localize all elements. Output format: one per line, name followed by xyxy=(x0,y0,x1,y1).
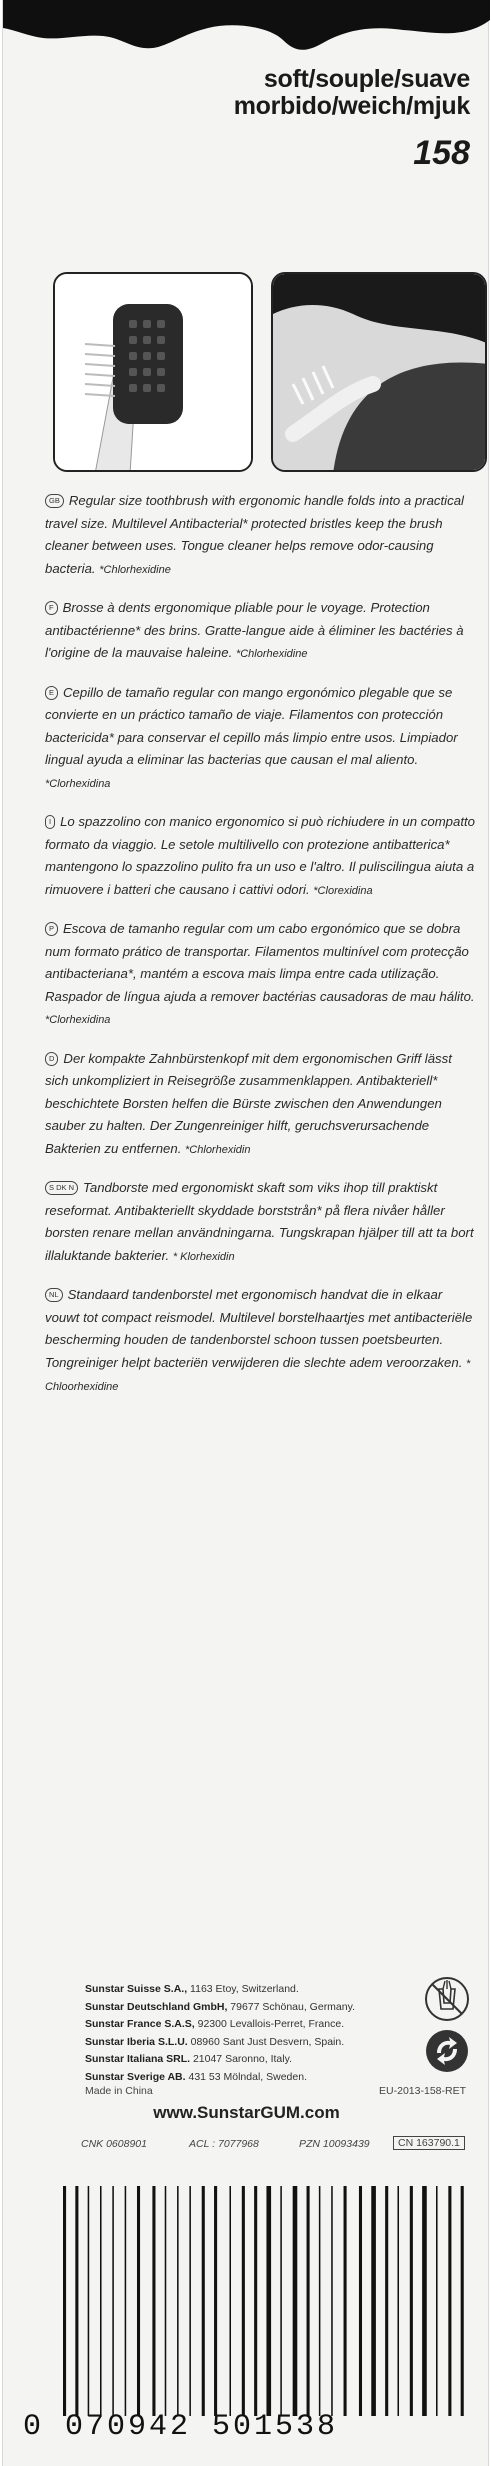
barcode-bar xyxy=(448,2186,451,2416)
barcode-bar xyxy=(397,2186,399,2416)
barcode-bar xyxy=(129,2186,134,2416)
barcode-bar xyxy=(266,2186,271,2416)
barcode-bar xyxy=(359,2186,362,2416)
barcode-bar xyxy=(441,2186,446,2416)
section-gb xyxy=(45,490,475,581)
section-text: Escova de tamanho regular com um cabo ergonómico que se dobra num formato prático de transportar. Filamentos multinível com protecção antibacteriana*, mantém a escova mais limpa entre cada utilização. Raspador de língua ajuda a remover bactérias causadoras de mau hálito. xyxy=(45,921,475,1004)
barcode-bar xyxy=(165,2186,167,2416)
barcode-bar xyxy=(100,2186,102,2416)
language-badge: P xyxy=(45,922,58,936)
section-s-dk-n xyxy=(45,1177,475,1268)
acl-code: ACL : 7077968 xyxy=(189,2138,259,2150)
barcode-bar xyxy=(189,2186,191,2416)
manufacturer-address: 431 53 Mölndal, Sweden. xyxy=(188,2070,307,2083)
toothbrush-head-icon xyxy=(53,272,253,472)
manufacturer-name: Sunstar Suisse S.A., xyxy=(85,1983,188,1995)
barcode-bar xyxy=(105,2186,110,2416)
made-in: Made in China xyxy=(85,2085,153,2097)
barcode xyxy=(53,2186,483,2434)
barcode-bar xyxy=(385,2186,388,2416)
barcode-bar xyxy=(371,2186,376,2416)
manufacturer-address: 08960 Sant Just Desvern, Spain. xyxy=(190,2035,345,2048)
manufacturer-row xyxy=(85,1999,415,2017)
section-text: Brosse à dents ergonomique pliable pour le voyage. Protection antibactérienne* des brins. Gratte-langue aide à éliminer les bactéries à l'origine de la mauvaise haleine. xyxy=(45,600,464,660)
barcode-bar xyxy=(410,2186,413,2416)
barcode-bar xyxy=(331,2186,333,2416)
barcode-bar xyxy=(260,2186,263,2416)
product-code: 158 xyxy=(413,134,470,172)
packaging-card xyxy=(2,0,489,2466)
barcode-bar xyxy=(169,2186,174,2416)
barcode-bar xyxy=(336,2186,341,2416)
manufacturer-address: 1163 Etoy, Switzerland. xyxy=(190,1983,299,1995)
barcode-bar xyxy=(112,2186,114,2416)
section-f xyxy=(45,597,475,666)
section-nl xyxy=(45,1284,475,1399)
barcode-bar xyxy=(63,2186,66,2416)
cnk-code: CNK 0608901 xyxy=(81,2138,147,2150)
bristle-firmness-line1: soft/souple/suave xyxy=(263,65,470,93)
website-url: www.SunstarGUM.com xyxy=(153,2103,340,2122)
barcode-bar xyxy=(379,2186,382,2416)
barcode-bar xyxy=(202,2186,205,2416)
cn-code: CN 163790.1 xyxy=(393,2136,465,2150)
manufacturer-name: Sunstar Deutschland GmbH, xyxy=(85,2000,228,2013)
barcode-bar xyxy=(365,2186,368,2416)
manufacturer-row xyxy=(85,1981,415,1999)
barcode-bar xyxy=(436,2186,438,2416)
manufacturer-address: 92300 Levallois-Perret, France. xyxy=(197,2018,345,2030)
language-badge: F xyxy=(45,601,58,615)
manufacturer-address: 21047 Saronno, Italy. xyxy=(192,2053,292,2065)
barcode-bar xyxy=(194,2186,199,2416)
barcode-bar xyxy=(81,2186,84,2416)
barcode-bar xyxy=(350,2186,356,2416)
tongue-cleaner-photo-icon xyxy=(271,272,487,472)
language-badge: E xyxy=(45,686,58,700)
header xyxy=(234,66,470,173)
manufacturer-name: Sunstar Italiana SRL. xyxy=(85,2053,191,2065)
barcode-bar xyxy=(461,2186,464,2416)
section-note: * Klorhexidin xyxy=(172,1250,235,1263)
barcode-bar xyxy=(402,2186,407,2416)
section-text: Standaard tandenborstel met ergonomisch handvat die in elkaar vouwt tot compact reismodel. Multilevel borstelhaartjes met antibacteriële bescherming houden de tandenborstel schoon tussen poetsbeurten. Tongreiniger helpt bacteriën verwijderen die slechte adem veroorzaken. xyxy=(45,1287,473,1370)
language-badge: GB xyxy=(45,494,64,508)
barcode-bar xyxy=(117,2186,122,2416)
recycle-arrows-icon xyxy=(423,2027,471,2075)
manufacturer-row xyxy=(85,2016,415,2034)
barcode-bar xyxy=(285,2186,290,2416)
section-note: *Chlorhexidine xyxy=(99,563,171,576)
multilingual-descriptions xyxy=(45,490,475,1415)
barcode-bar xyxy=(307,2186,310,2416)
manufacturer-row xyxy=(85,2034,415,2052)
barcode-bar xyxy=(254,2186,257,2416)
barcode-bar xyxy=(69,2186,72,2416)
section-e xyxy=(45,682,475,796)
section-note: *Chlorhexidin xyxy=(185,1143,251,1156)
section-text: Tandborste med ergonomiskt skaft som viks ihop till praktiskt reseformat. Antibakteriellt skyddade borststrån* på flera nivåer håller borsten renare mellan användningarna. Tungskrapan hjälper till att ta bort illaluktande bakterier. xyxy=(45,1180,474,1263)
barcode-bar xyxy=(467,2186,470,2416)
language-badge: D xyxy=(45,1052,58,1066)
manufacturer-row xyxy=(85,2069,415,2087)
barcode-bar xyxy=(92,2186,97,2416)
section-p xyxy=(45,918,475,1032)
barcode-bar xyxy=(125,2186,127,2416)
product-photos xyxy=(53,272,485,472)
barcode-bar xyxy=(229,2186,231,2416)
barcode-bar xyxy=(455,2186,458,2416)
section-text: Der kompakte Zahnbürstenkopf mit dem ergonomischen Griff lässt sich unkompliziert in Reisegröße zusammenklappen. Antibakteriell* beschichtete Borsten helfen die Bürste zwischen den Anwendungen sauber zu halten. Der Zungenreiniger hilft, geruchsverursachende Bakterien zu entfernen. xyxy=(45,1050,452,1156)
manufacturer-row xyxy=(85,2051,415,2069)
section-text: Cepillo de tamaño regular con mango ergonómico plegable que se convierte en un práctico tamaño de viaje. Filamentos con protección bactericida* para conservar el cepillo más limpio entre usos. Limpiador lingual ayuda a eliminar las bacterias que causan el mal aliento. xyxy=(45,684,458,767)
barcode-bar xyxy=(274,2186,277,2416)
barcode-bar xyxy=(208,2186,211,2416)
section-d xyxy=(45,1048,475,1162)
manufacturer-name: Sunstar Iberia S.L.U. xyxy=(85,2035,188,2048)
eu-code: EU-2013-158-RET xyxy=(379,2085,466,2097)
language-badge: S DK N xyxy=(45,1181,78,1195)
barcode-bar xyxy=(234,2186,239,2416)
barcode-bar xyxy=(323,2186,328,2416)
barcode-bar xyxy=(344,2186,347,2416)
barcode-bar xyxy=(430,2186,433,2416)
barcode-bar xyxy=(293,2186,298,2416)
barcode-bar xyxy=(280,2186,282,2416)
manufacturer-address: 79677 Schönau, Germany. xyxy=(230,2000,355,2013)
barcode-bar xyxy=(214,2186,217,2416)
language-badge: I xyxy=(45,815,55,829)
section-note: *Chlorhexidine xyxy=(235,648,308,660)
section-note: *Clorexidina xyxy=(313,884,373,897)
barcode-bar xyxy=(177,2186,179,2416)
section-note: *Clorhexidina xyxy=(45,1014,111,1026)
barcode-bar xyxy=(75,2186,78,2416)
barcode-digits: 0 070942 501538 xyxy=(23,2410,339,2444)
manufacturer-list xyxy=(85,1981,415,2086)
pzn-code: PZN 10093439 xyxy=(299,2138,370,2150)
barcode-bar xyxy=(137,2186,140,2416)
barcode-bar xyxy=(416,2186,419,2416)
barcode-bar xyxy=(152,2186,155,2416)
language-badge: NL xyxy=(45,1288,63,1302)
barcode-bar xyxy=(159,2186,162,2416)
section-note: * Chloorhexidine xyxy=(45,1357,471,1393)
section-text: Regular size toothbrush with ergonomic handle folds into a practical travel size. Multilevel Antibacterial* protected bristles keep the brush cleaner between uses. Tongue cleaner helps remove odor-causing bacteria. xyxy=(45,493,464,576)
barcode-bar xyxy=(391,2186,394,2416)
barcode-bar xyxy=(300,2186,303,2416)
bristle-firmness-line2: morbido/weich/mjuk xyxy=(233,92,470,120)
barcode-bar xyxy=(220,2186,226,2416)
barcode-bar xyxy=(248,2186,251,2416)
barcode-bar xyxy=(422,2186,427,2416)
barcode-bar xyxy=(182,2186,187,2416)
barcode-bar xyxy=(88,2186,90,2416)
barcode-bar xyxy=(242,2186,245,2416)
barcode-bar xyxy=(313,2186,316,2416)
manufacturer-name: Sunstar France S.A.S, xyxy=(85,2018,195,2030)
section-note: *Clorhexidina xyxy=(45,777,111,790)
manufacturer-name: Sunstar Sverige AB. xyxy=(85,2070,186,2083)
barcode-bar xyxy=(319,2186,321,2416)
section-i xyxy=(45,811,475,902)
section-text: Lo spazzolino con manico ergonomico si può richiudere in un compatto formato da viaggio. Le setole multilivello con protezione antibatterica* mantengono lo spazzolino pulito fra un uso e l'altro. Il puliscilingua aiuta a rimuovere i batteri che causano i cattivi odori. xyxy=(45,814,476,897)
recycle-crossed-brush-icon xyxy=(423,1975,471,2023)
barcode-bar xyxy=(143,2186,149,2416)
